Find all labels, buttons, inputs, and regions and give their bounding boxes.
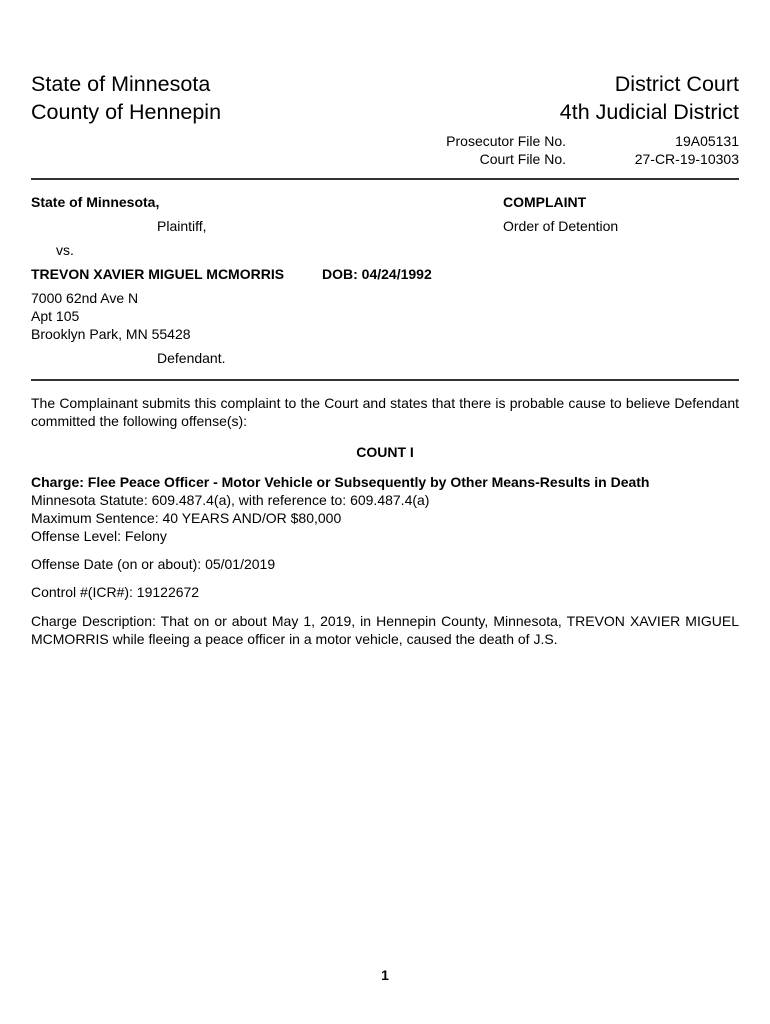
address-line: Brooklyn Park, MN 55428 xyxy=(31,326,191,342)
plaintiff-name: State of Minnesota, xyxy=(31,194,160,210)
page-number: 1 xyxy=(381,967,389,983)
court-state-county xyxy=(31,70,221,126)
defendant-dob: DOB: 04/24/1992 xyxy=(322,266,432,282)
count-title: COUNT I xyxy=(356,444,414,460)
court-district xyxy=(560,70,739,126)
file-number-labels xyxy=(446,132,566,168)
address-line: Apt 105 xyxy=(31,308,80,324)
prosecutor-file-label: Prosecutor File No. xyxy=(446,133,566,149)
court-file-value: 27-CR-19-10303 xyxy=(634,151,739,167)
document-subtype: Order of Detention xyxy=(503,218,619,234)
offense-level-line: Offense Level: Felony xyxy=(31,528,167,544)
county-label: County of Hennepin xyxy=(31,100,222,124)
charge-block xyxy=(31,473,739,545)
complaint-intro: The Complainant submits this complaint to the Court and states that there is probable cause to believe Defendant committed the following offense(s): xyxy=(31,395,739,429)
header-divider xyxy=(31,178,739,180)
plaintiff-role: Plaintiff, xyxy=(157,218,207,234)
versus-label: vs. xyxy=(56,242,74,258)
charge-description: Charge Description: That on or about May 1, 2019, in Hennepin County, Minnesota, TREVON XAVIER MIGUEL MCMORRIS while fleeing a peace officer in a motor vehicle, caused the death of J.S. xyxy=(31,613,739,647)
court-file-label: Court File No. xyxy=(479,151,566,167)
offense-date: Offense Date (on or about): 05/01/2019 xyxy=(31,556,276,572)
defendant-address xyxy=(31,289,191,343)
address-line: 7000 62nd Ave N xyxy=(31,290,139,306)
file-number-values xyxy=(635,132,739,168)
document-type: COMPLAINT xyxy=(503,194,587,210)
judicial-district-label: 4th Judicial District xyxy=(559,100,739,124)
statute-line: Minnesota Statute: 609.487.4(a), with reference to: 609.487.4(a) xyxy=(31,492,430,508)
charge-line: Charge: Flee Peace Officer - Motor Vehicle or Subsequently by Other Means-Results in Death xyxy=(31,474,650,490)
caption-divider xyxy=(31,379,739,381)
district-court-label: District Court xyxy=(614,72,739,96)
max-sentence-line: Maximum Sentence: 40 YEARS AND/OR $80,000 xyxy=(31,510,342,526)
control-number: Control #(ICR#): 19122672 xyxy=(31,584,200,600)
prosecutor-file-value: 19A05131 xyxy=(675,133,739,149)
state-label: State of Minnesota xyxy=(31,72,211,96)
defendant-name: TREVON XAVIER MIGUEL MCMORRIS xyxy=(31,266,285,282)
defendant-role: Defendant. xyxy=(157,350,226,366)
